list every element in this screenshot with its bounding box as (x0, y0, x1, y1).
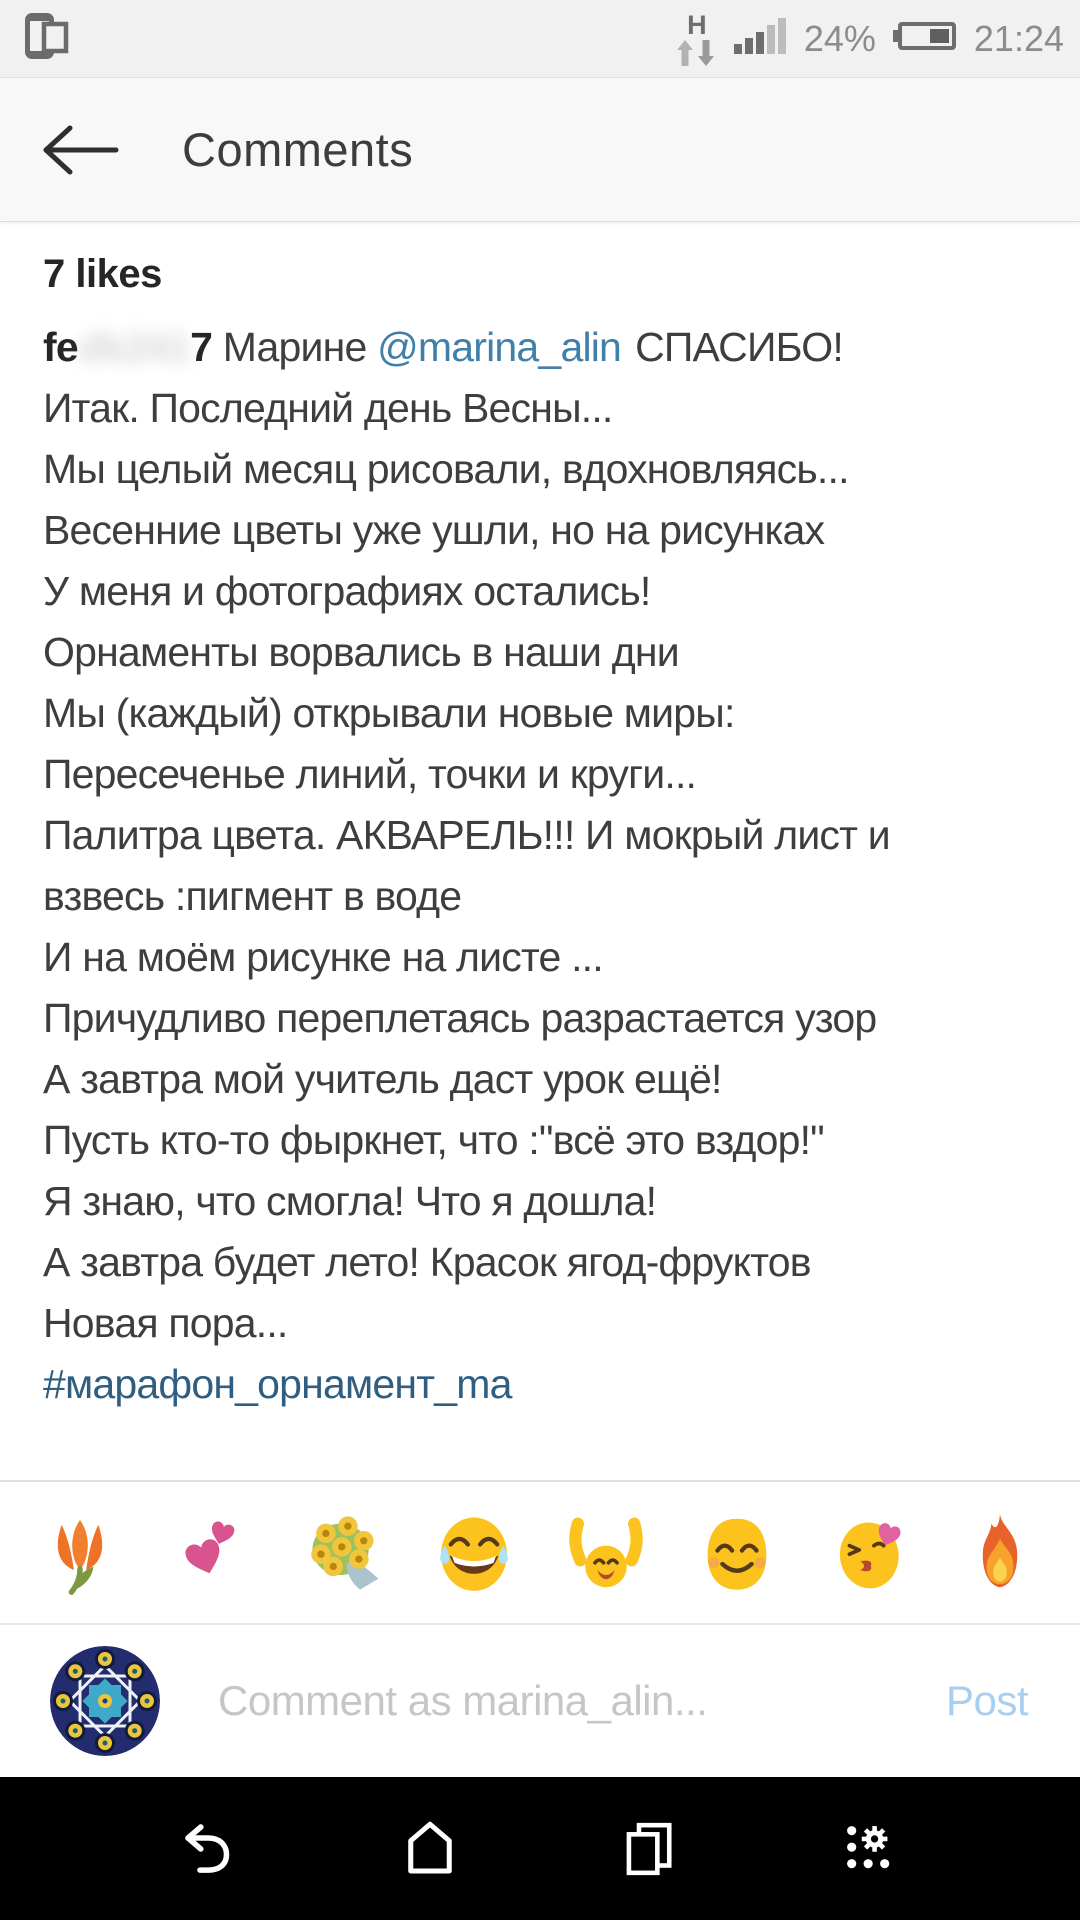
comments-header (0, 78, 1080, 222)
post-button[interactable]: Post (945, 1677, 1028, 1724)
clock: 21:24 (973, 17, 1064, 59)
comment-text: fedk2417 Марине @marina_alin СПАСИБО! Итак. Последний день Весны... Мы целый месяц рисовали, вдохновляясь... Весенние цветы уже ушли, но на рисунках У меня и фотографиях остались! Орнаменты ворвались в наши дни Мы (каждый) открывали новые миры: Пересеченье линий, точки и круги... Палитра цвета. АКВАРЕЛЬ!!! И мокрый лист и взвесь :пигмент в воде И на моём рисунке на листе ... Причудливо переплетаясь разрастается узор А завтра мой учитель даст урок ещё! Пусть кто-то фыркнет, что :"всё это вздор!" Я знаю, что смогла! Что я дошла! А завтра будет лето! Красок ягод-фруктов Новая пора... #марафон_орнамент_ma (43, 317, 1050, 1415)
emoji-smiling-face-with-smiling-eyes[interactable] (691, 1507, 783, 1599)
kiss-heart-icon (825, 1509, 913, 1597)
fire-icon (956, 1509, 1044, 1597)
nav-back-button[interactable] (174, 1813, 246, 1885)
raising-hands-icon (562, 1509, 650, 1597)
emoji-face-blowing-a-kiss[interactable] (823, 1507, 915, 1599)
obscured-username-part: dk241 (77, 324, 191, 370)
android-nav-bar (0, 1777, 1080, 1920)
nav-menu-button[interactable] (834, 1813, 906, 1885)
avatar[interactable] (50, 1646, 160, 1756)
emoji-raising-hands[interactable] (560, 1507, 652, 1599)
back-button[interactable] (36, 120, 120, 180)
comment-username[interactable]: fedk2417 (43, 324, 213, 370)
nav-back-icon (177, 1816, 243, 1882)
comment-input[interactable] (218, 1677, 946, 1725)
battery-percent: 24% (803, 17, 876, 59)
nav-recents-button[interactable] (614, 1813, 686, 1885)
emoji-tulip[interactable] (34, 1507, 126, 1599)
emoji-two-hearts[interactable] (165, 1507, 257, 1599)
nav-home-icon (397, 1816, 463, 1882)
emoji-face-with-tears-of-joy[interactable] (428, 1507, 520, 1599)
mention-link[interactable]: @marina_alin (377, 324, 622, 370)
phone-window-icon (16, 8, 72, 69)
nav-recents-icon (617, 1816, 683, 1882)
battery-icon (892, 19, 958, 58)
two-hearts-icon (167, 1509, 255, 1597)
smiling-blush-icon (693, 1509, 781, 1597)
comment-list (0, 222, 1080, 1480)
mobile-data-icon: H (676, 12, 718, 66)
likes-count[interactable]: 7 likes (43, 252, 162, 296)
comment-composer (0, 1625, 1080, 1777)
emoji-quick-bar (0, 1480, 1080, 1625)
status-bar (0, 0, 1080, 78)
page-title: Comments (182, 123, 414, 176)
bouquet-icon (299, 1509, 387, 1597)
tulip-icon (36, 1509, 124, 1597)
left-arrow-icon (36, 120, 120, 180)
emoji-fire[interactable] (954, 1507, 1046, 1599)
signal-strength-icon (734, 18, 788, 59)
nav-menu-icon (837, 1816, 903, 1882)
hashtag-link[interactable]: #марафон_орнамент_ma (43, 1361, 512, 1407)
emoji-bouquet[interactable] (297, 1507, 389, 1599)
nav-home-button[interactable] (394, 1813, 466, 1885)
tears-of-joy-icon (430, 1509, 518, 1597)
